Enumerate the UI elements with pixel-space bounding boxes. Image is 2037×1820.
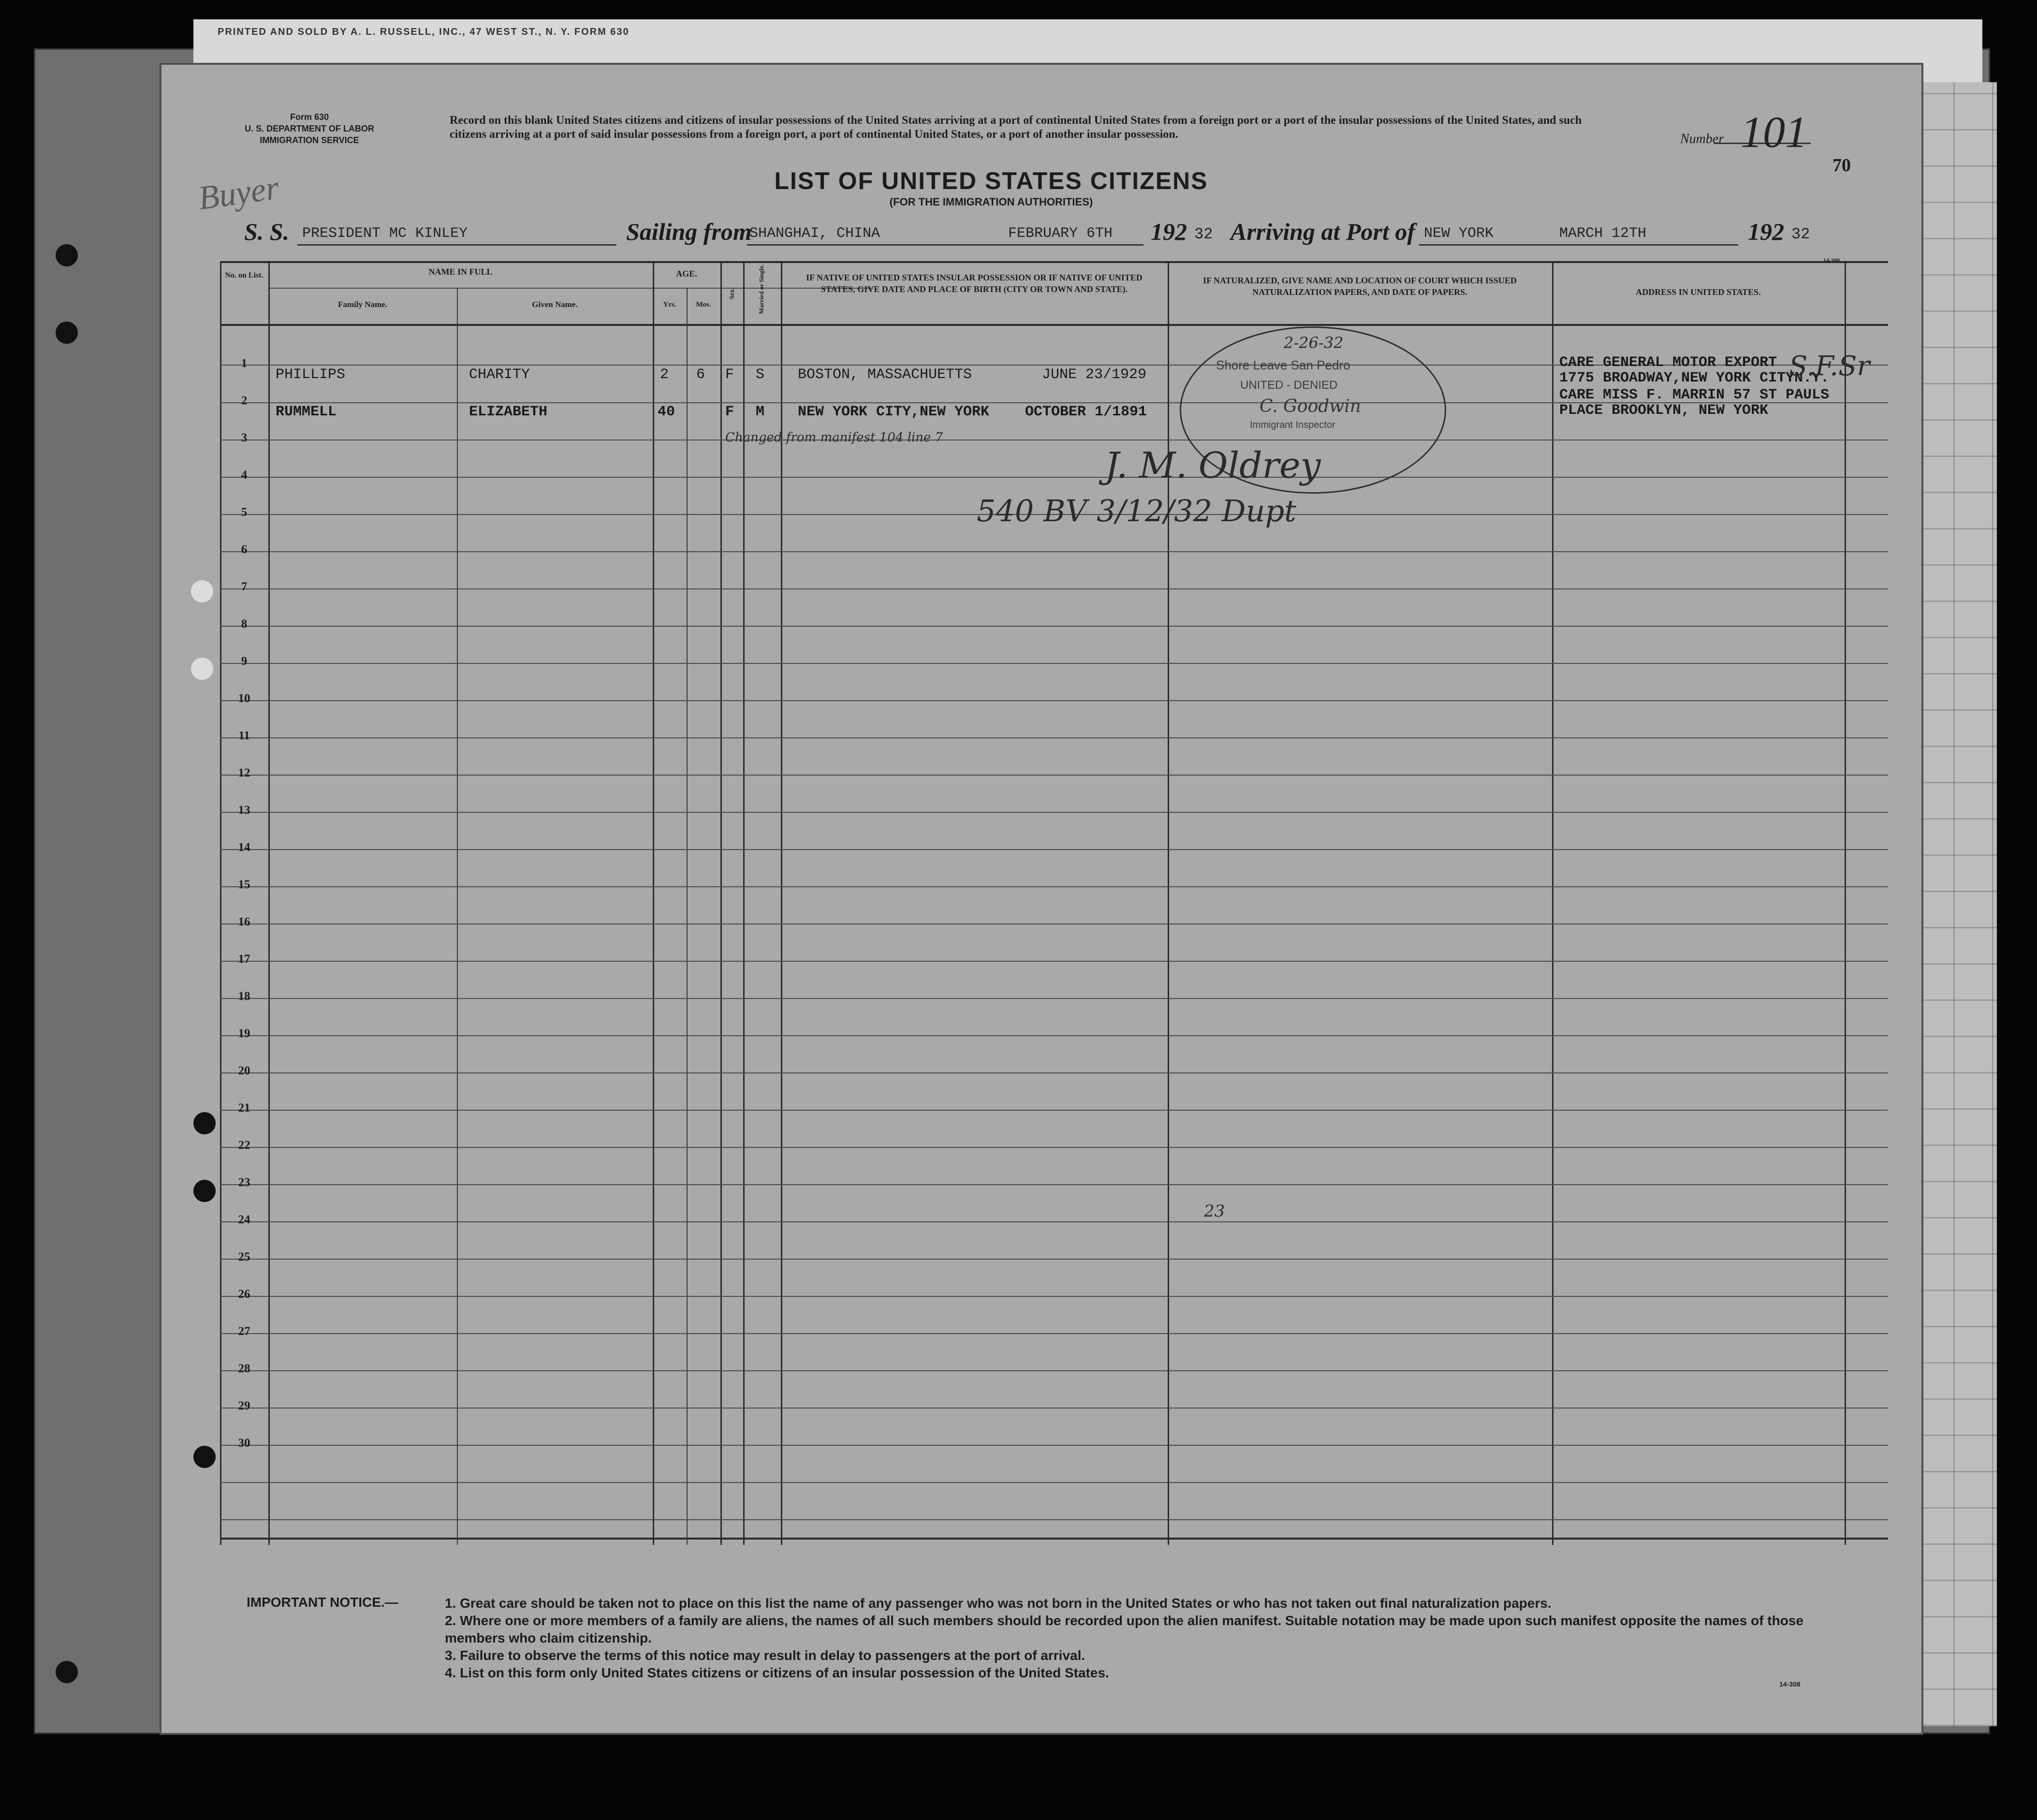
entry-yrs: 2 <box>660 367 669 383</box>
entry-address-1: CARE GENERAL MOTOR EXPORT <box>1559 354 1777 371</box>
row-line <box>220 812 1888 813</box>
row-line <box>220 886 1888 887</box>
arrival-year-prefix: 192 <box>1748 218 1784 245</box>
col-border <box>1845 261 1846 1545</box>
entry-birth-place: NEW YORK CITY,NEW YORK <box>798 404 990 420</box>
page-title: LIST OF UNITED STATES CITIZENS <box>774 167 1208 194</box>
table-top-border <box>220 261 1888 263</box>
entry-birth-date: OCTOBER 1/1891 <box>1025 404 1147 420</box>
col-border <box>687 288 688 1545</box>
row-line <box>220 663 1888 664</box>
important-notice-label: IMPORTANT NOTICE.— <box>247 1595 398 1610</box>
notice-item: 4. List on this form only United States citizens or citizens of an insular possession of the United States. <box>445 1665 1109 1680</box>
number-label: Number <box>1680 132 1724 147</box>
binder-hole-icon <box>193 1112 216 1134</box>
row-line <box>220 1296 1888 1297</box>
row-number: 2 <box>241 394 248 407</box>
binder-hole-icon <box>56 244 78 266</box>
ss-label: S. S. <box>244 218 290 245</box>
row-line <box>220 1072 1888 1073</box>
row-line <box>220 700 1888 701</box>
row-number: 3 <box>241 431 248 444</box>
arrival-line <box>1419 244 1738 246</box>
sail-date: FEBRUARY 6TH <box>1008 225 1113 242</box>
binder-hole-icon <box>56 1661 78 1683</box>
row-number: 27 <box>238 1325 250 1338</box>
entry-family-name: PHILLIPS <box>276 367 346 383</box>
row-number: 14 <box>238 841 250 854</box>
entry-status: S <box>756 367 765 383</box>
row-number: 8 <box>241 617 248 631</box>
notice-item: 2. Where one or more members of a family are aliens, the names of all such members should be recorded upon the alien manifest. Suitable notation may be made upon such manifest opposite the names of those members who claim citizenship. <box>445 1613 1803 1645</box>
row-line <box>220 737 1888 738</box>
form-code-bottom: 14-308 <box>1779 1680 1801 1688</box>
row-number: 22 <box>238 1139 250 1152</box>
row-number: 4 <box>241 469 248 482</box>
entry-birth-place: BOSTON, MASSACHUETTS <box>798 367 972 383</box>
entry-given-name: CHARITY <box>469 367 530 383</box>
row-line <box>220 961 1888 962</box>
entry-address-2: 1775 BROADWAY,NEW YORK CITYN.Y. <box>1559 370 1830 386</box>
changed-note: Changed from manifest 104 line 7 <box>725 430 943 445</box>
stamp-title: Immigrant Inspector <box>1250 420 1335 430</box>
row-line <box>220 1482 1888 1483</box>
ship-line <box>297 244 616 246</box>
col-border <box>743 261 745 1545</box>
row-number: 20 <box>238 1064 250 1077</box>
table-bottom-border <box>220 1538 1888 1540</box>
col-border <box>720 261 722 1545</box>
important-notice-list <box>445 1595 1857 1682</box>
row-line <box>220 477 1888 478</box>
header-divider <box>220 324 1888 326</box>
col-border <box>268 261 270 1545</box>
department: U. S. DEPARTMENT OF LABOR <box>245 124 374 133</box>
row-number: 29 <box>238 1399 250 1412</box>
arrival-port: NEW YORK <box>1424 225 1494 242</box>
col-border <box>781 261 782 1545</box>
entry-given-name: ELIZABETH <box>469 404 548 420</box>
arrival-year: 32 <box>1791 225 1810 243</box>
stamp-shore-leave: Shore Leave San Pedro <box>1216 358 1350 372</box>
row-number: 1 <box>241 357 248 370</box>
row-number: 15 <box>238 878 250 891</box>
col-header-family: Family Name. <box>338 300 387 309</box>
form-code: 14-300 <box>1823 257 1840 264</box>
row-number: 17 <box>238 953 250 966</box>
row-line <box>220 1445 1888 1446</box>
row-number: 23 <box>238 1176 250 1189</box>
row-line <box>220 626 1888 627</box>
row-number: 25 <box>238 1250 250 1263</box>
col-header-yrs: Yrs. <box>663 301 676 308</box>
col-header-name: NAME IN FULL <box>428 267 493 277</box>
row-line <box>220 775 1888 776</box>
col-header-mos: Mos. <box>696 301 711 308</box>
page-subtitle: (FOR THE IMMIGRATION AUTHORITIES) <box>889 196 1093 208</box>
entry-status: M <box>756 404 765 420</box>
col-border <box>220 261 221 1545</box>
row-number: 18 <box>238 990 250 1003</box>
form-header <box>208 111 411 146</box>
row-line <box>220 1110 1888 1111</box>
entry-birth-date: JUNE 23/1929 <box>1042 367 1147 383</box>
form-number: Form 630 <box>290 112 329 122</box>
notice-item: 3. Failure to observe the terms of this notice may result in delay to passengers at the port of arrival. <box>445 1648 1085 1663</box>
from-line <box>747 244 1143 246</box>
col-header-birth: IF NATIVE OF UNITED STATES INSULAR POSSESSION OR IF NATIVE OF UNITED STATES, GIVE DATE AND PLACE OF BIRTH (CITY OR TOWN AND STATE). <box>806 273 1143 294</box>
row-line <box>220 1184 1888 1185</box>
row-number: 10 <box>238 692 250 705</box>
citizen-table <box>220 257 1888 1545</box>
page-number: 70 <box>1832 155 1851 176</box>
binder-hole-icon <box>56 322 78 344</box>
binder-hole-icon <box>193 1180 216 1202</box>
arriving-label: Arriving at Port of <box>1231 218 1415 245</box>
ship-name: PRESIDENT MC KINLEY <box>302 225 468 242</box>
row-number: 11 <box>238 729 250 742</box>
binder-hole-icon <box>191 580 213 602</box>
row-number: 21 <box>238 1101 250 1115</box>
row-number: 19 <box>238 1027 250 1040</box>
notice-item: 1. Great care should be taken not to place on this list the name of any passenger who was not born in the United States or who has not taken out final naturalization papers. <box>445 1596 1552 1611</box>
entry-address-2: PLACE BROOKLYN, NEW YORK <box>1559 402 1769 419</box>
entry-mos: 6 <box>696 367 705 383</box>
stamp-signature: C. Goodwin <box>1260 396 1361 416</box>
row-number: 13 <box>238 804 250 817</box>
printer-strip: PRINTED AND SOLD BY A. L. RUSSELL, INC., 47 WEST ST., N. Y. FORM 630 <box>218 27 630 37</box>
entry-sex: F <box>725 404 734 420</box>
row-line <box>220 1333 1888 1334</box>
row-number: 26 <box>238 1288 250 1301</box>
col-header-naturalized: IF NATURALIZED, GIVE NAME AND LOCATION OF COURT WHICH ISSUED NATURALIZATION PAPERS, AND DATE OF PAPERS. <box>1203 276 1517 297</box>
address-mark: S.F.Sr <box>1789 351 1870 382</box>
row-number: 6 <box>241 543 248 556</box>
col-header-no: No. on List. <box>225 271 264 279</box>
col-header-given: Given Name. <box>532 300 578 309</box>
row-line <box>220 849 1888 850</box>
entry-sex: F <box>725 367 734 383</box>
row-number: 28 <box>238 1362 250 1375</box>
binder-hole-icon <box>193 1446 216 1468</box>
row-number: 9 <box>241 655 248 668</box>
row-line <box>220 1221 1888 1222</box>
from-port: SHANGHAI, CHINA <box>749 225 880 242</box>
col-border <box>1552 261 1553 1545</box>
arrival-date: MARCH 12TH <box>1559 225 1647 242</box>
sail-year: 32 <box>1194 225 1213 243</box>
row-line <box>220 1259 1888 1260</box>
col-header-sex: Sex. <box>729 287 736 300</box>
row-line <box>220 1147 1888 1148</box>
row-line <box>220 1035 1888 1036</box>
service: IMMIGRATION SERVICE <box>260 135 359 145</box>
stamp-mark: Buyer <box>196 169 281 218</box>
col-header-address: ADDRESS IN UNITED STATES. <box>1636 287 1761 297</box>
row-line <box>220 1408 1888 1409</box>
handwritten-reference: 540 BV 3/12/32 Dupt <box>977 493 1297 528</box>
entry-family-name: RUMMELL <box>276 404 337 420</box>
small-mark: 23 <box>1204 1202 1225 1221</box>
stamp-date: 2-26-32 <box>1284 334 1344 352</box>
record-instructions: Record on this blank United States citizens and citizens of insular possessions of the United States arriving at a port of continental United States from a foreign port or a port of the insular possessions of the United States, and such citizens arriving at a port of said insular possessions from a foreign port, a port of continental United States, or a port of another insular possession. <box>450 114 1582 141</box>
entry-address-1: CARE MISS F. MARRIN 57 ST PAULS <box>1559 387 1830 403</box>
number-value: 101 <box>1741 107 1807 157</box>
col-border <box>653 261 654 1545</box>
row-number: 30 <box>238 1437 250 1450</box>
row-line <box>220 998 1888 999</box>
sail-year-prefix: 192 <box>1151 218 1187 245</box>
row-number: 12 <box>238 766 250 779</box>
stamp-status: UNITED - DENIED <box>1240 379 1338 392</box>
row-line <box>220 588 1888 589</box>
row-line <box>220 1370 1888 1371</box>
col-header-married: Married or Single. <box>758 264 765 314</box>
col-header-age: AGE. <box>676 269 697 279</box>
inspector-signature: J. M. Oldrey <box>1105 445 1321 486</box>
binder-hole-icon <box>191 658 213 680</box>
col-border <box>457 288 458 1545</box>
row-number: 16 <box>238 915 250 928</box>
sailing-label: Sailing from <box>626 218 752 245</box>
row-line <box>220 1519 1888 1520</box>
row-number: 5 <box>241 506 248 519</box>
row-number: 24 <box>238 1213 250 1226</box>
row-line <box>220 551 1888 552</box>
row-line <box>220 924 1888 925</box>
row-number: 7 <box>241 580 248 593</box>
entry-yrs: 40 <box>658 404 675 420</box>
